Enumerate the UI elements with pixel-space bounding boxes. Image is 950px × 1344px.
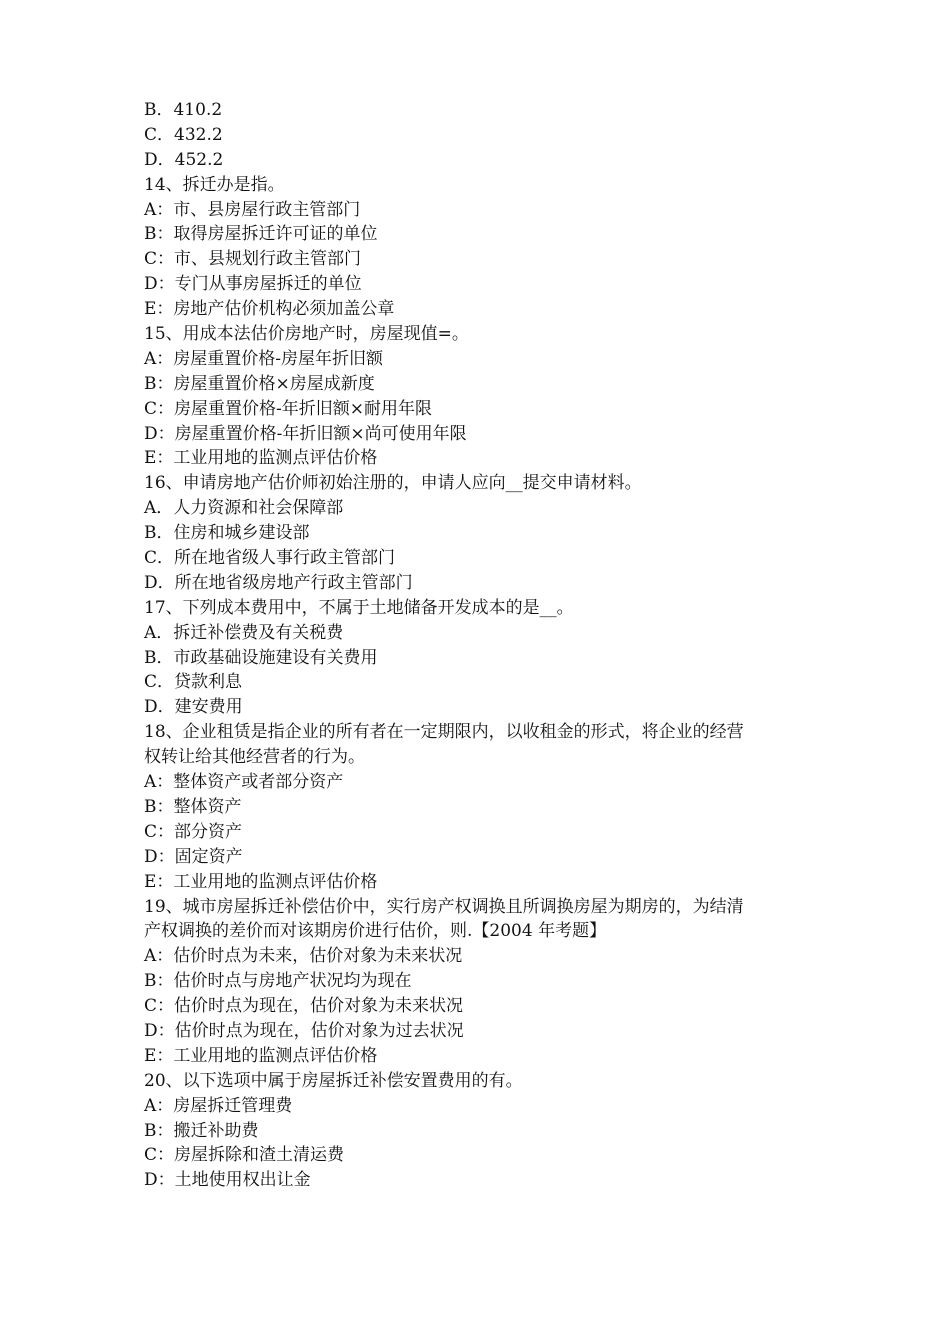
q16-option-d: D．所在地省级房地产行政主管部门 <box>144 572 413 593</box>
q14-option-e: E：房地产估价机构必须加盖公章 <box>144 299 395 320</box>
question-15: 15、用成本法估价房地产时，房屋现值=。 <box>144 324 469 345</box>
q18-option-c: C：部分资产 <box>144 821 243 842</box>
q15-option-e: E：工业用地的监测点评估价格 <box>144 448 378 469</box>
question-18: 18、企业租赁是指企业的所有者在一定期限内，以收租金的形式，将企业的经营 <box>144 722 744 743</box>
q16-option-c: C．所在地省级人事行政主管部门 <box>144 548 396 569</box>
option-b-line: B．410.2 <box>144 100 223 120</box>
q15-option-c: C：房屋重置价格-年折旧额×耐用年限 <box>144 398 432 419</box>
question-18-continued: 权转让给其他经营者的行为。 <box>144 747 365 768</box>
q20-option-a: A：房屋拆迁管理费 <box>144 1095 293 1116</box>
q14-option-b: B：取得房屋拆迁许可证的单位 <box>144 224 378 245</box>
q15-option-b: B：房屋重置价格×房屋成新度 <box>144 373 375 394</box>
q14-option-d: D：专门从事房屋拆迁的单位 <box>144 274 362 295</box>
q16-option-b: B．住房和城乡建设部 <box>144 523 310 544</box>
q17-option-a: A．拆迁补偿费及有关税费 <box>144 622 344 643</box>
question-20: 20、以下选项中属于房屋拆迁补偿安置费用的有。 <box>144 1070 523 1091</box>
q18-option-b: B：整体资产 <box>144 796 242 817</box>
q20-option-b: B：搬迁补助费 <box>144 1120 259 1141</box>
q19-option-e: E：工业用地的监测点评估价格 <box>144 1045 378 1066</box>
question-19: 19、城市房屋拆迁补偿估价中，实行房产权调换且所调换房屋为期房的，为结清 <box>144 896 744 917</box>
option-c-line: C．432.2 <box>144 124 223 145</box>
question-17: 17、下列成本费用中，不属于土地储备开发成本的是__。 <box>144 597 574 618</box>
q17-option-c: C．贷款利息 <box>144 672 243 693</box>
q17-option-d: D．建安费用 <box>144 697 243 718</box>
q19-option-a: A：估价时点为未来，估价对象为未来状况 <box>144 946 463 967</box>
q20-option-d: D：土地使用权出让金 <box>144 1170 311 1191</box>
q14-option-c: C：市、县规划行政主管部门 <box>144 249 362 270</box>
q18-option-a: A：整体资产或者部分资产 <box>144 772 344 793</box>
q18-option-d: D：固定资产 <box>144 846 243 867</box>
q14-option-a: A：市、县房屋行政主管部门 <box>144 199 361 220</box>
q20-option-c: C：房屋拆除和渣土清运费 <box>144 1145 345 1166</box>
q19-option-d: D：估价时点为现在，估价对象为过去状况 <box>144 1020 464 1041</box>
question-19-continued: 产权调换的差价而对该期房价进行估价，则.【2004 年考题】 <box>144 921 607 942</box>
question-14: 14、拆迁办是指。 <box>144 174 285 195</box>
q19-option-c: C：估价时点为现在，估价对象为未来状况 <box>144 996 464 1017</box>
q16-option-a: A．人力资源和社会保障部 <box>144 498 344 519</box>
q18-option-e: E：工业用地的监测点评估价格 <box>144 871 378 892</box>
option-d-line: D．452.2 <box>144 149 224 170</box>
q15-option-a: A：房屋重置价格-房屋年折旧额 <box>144 348 384 369</box>
document-page <box>144 98 814 1193</box>
q15-option-d: D：房屋重置价格-年折旧额×尚可使用年限 <box>144 423 467 444</box>
q19-option-b: B：估价时点与房地产状况均为现在 <box>144 971 412 992</box>
question-16: 16、申请房地产估价师初始注册的，申请人应向__提交申请材料。 <box>144 473 642 494</box>
q17-option-b: B．市政基础设施建设有关费用 <box>144 647 378 668</box>
